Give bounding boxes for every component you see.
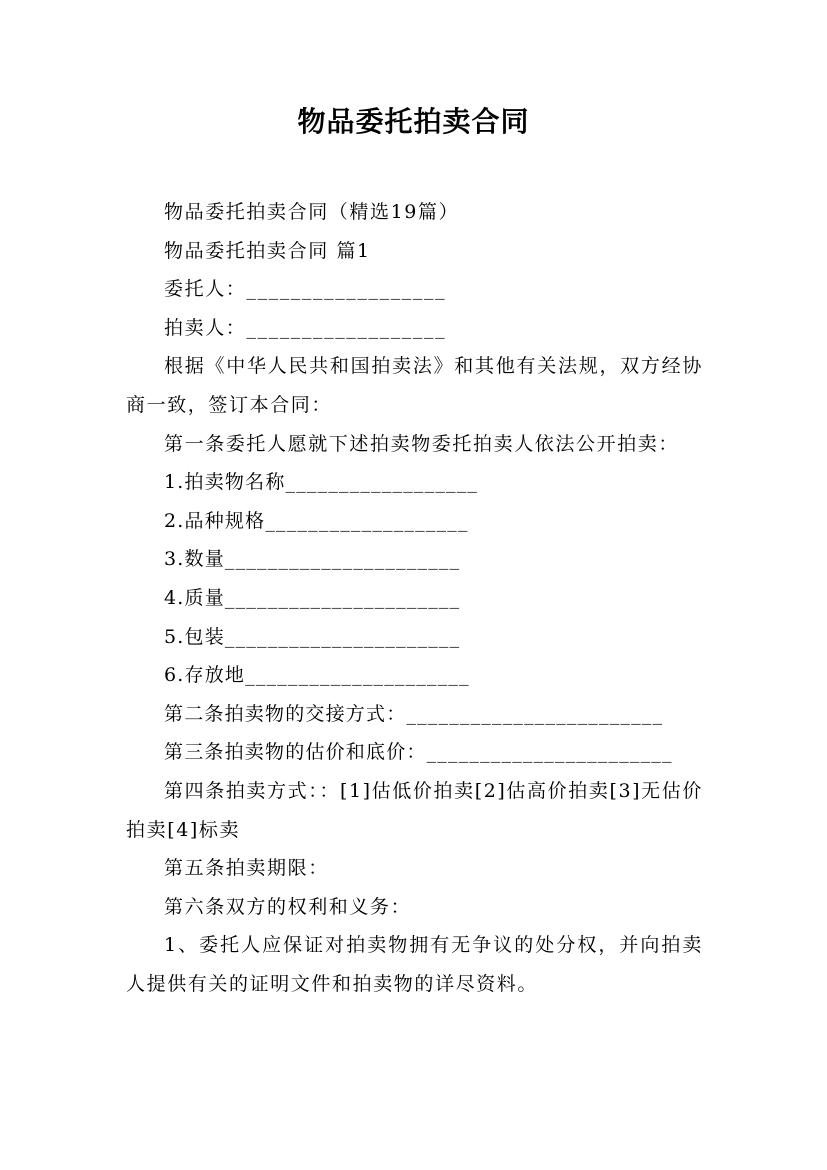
paragraph-item-2: 2.品种规格___________________ bbox=[164, 509, 469, 532]
paragraph-article-6-item-1: 1、委托人应保证对拍卖物拥有无争议的处分权，并向拍卖人提供有关的证明文件和拍卖物的详尽资料。 bbox=[126, 934, 703, 995]
paragraph-auctioneer: 拍卖人：__________________ bbox=[164, 316, 447, 339]
paragraph-consignor: 委托人：__________________ bbox=[164, 278, 447, 301]
paragraph-preamble: 根据《中华人民共和国拍卖法》和其他有关法规，双方经协商一致，签订本合同： bbox=[126, 355, 703, 416]
document-title: 物品委托拍卖合同 bbox=[297, 105, 530, 138]
paragraph-article-1: 第一条委托人愿就下述拍卖物委托拍卖人依法公开拍卖： bbox=[164, 432, 680, 455]
paragraph-article-3: 第三条拍卖物的估价和底价：_______________________ bbox=[164, 741, 673, 764]
paragraph-article-5: 第五条拍卖期限： bbox=[164, 857, 329, 880]
paragraph-item-6: 6.存放地_____________________ bbox=[164, 664, 470, 687]
paragraph-article-2: 第二条拍卖物的交接方式：________________________ bbox=[164, 702, 664, 725]
paragraph-item-4: 4.质量______________________ bbox=[164, 586, 461, 609]
paragraph-item-3: 3.数量______________________ bbox=[164, 548, 461, 571]
paragraph-article-4: 第四条拍卖方式：：[1]估低价拍卖[2]估高价拍卖[3]无估价拍卖[4]标卖 bbox=[126, 779, 703, 841]
paragraph-part-heading: 物品委托拍卖合同 篇1 bbox=[164, 239, 371, 262]
paragraph-item-5: 5.包装______________________ bbox=[164, 625, 461, 648]
document-body bbox=[126, 193, 703, 1003]
paragraph-article-6: 第六条双方的权利和义务： bbox=[164, 895, 412, 918]
paragraph-subtitle: 物品委托拍卖合同（精选19篇） bbox=[164, 201, 460, 223]
paragraph-item-1: 1.拍卖物名称__________________ bbox=[164, 471, 479, 494]
